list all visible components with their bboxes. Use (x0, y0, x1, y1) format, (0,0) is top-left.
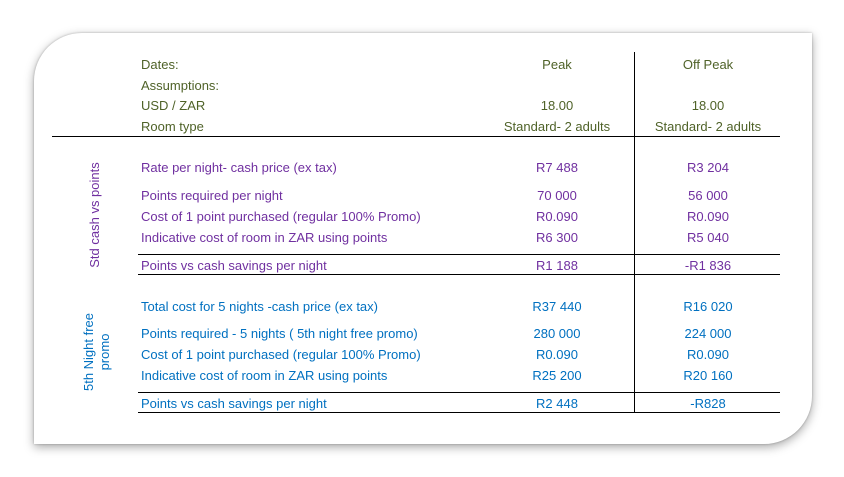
section2-row-label: Indicative cost of room in ZAR using points (141, 368, 388, 383)
section1-savings-label: Points vs cash savings per night (141, 258, 327, 273)
section1-row-off-peak: 56 000 (688, 188, 728, 203)
section2-savings-label: Points vs cash savings per night (141, 396, 327, 411)
section1-row-off-peak: R5 040 (687, 230, 729, 245)
section1-row-label: Indicative cost of room in ZAR using points (141, 230, 388, 245)
header-row-peak-value: 18.00 (540, 98, 574, 113)
section1-savings-off-peak: -R1 836 (684, 258, 732, 273)
section2-side-label (81, 313, 113, 391)
section1-side-label: Std cash vs points (87, 162, 102, 268)
column-header-peak: Peak (542, 57, 572, 72)
section1-row-label: Points required per night (141, 188, 283, 203)
section2-row-label: Points required - 5 nights ( 5th night free promo) (141, 326, 418, 341)
section2-side-label-line1: 5th Night free (81, 312, 96, 392)
header-row-peak-value: Standard- 2 adults (503, 119, 611, 134)
section2-savings-off-peak: -R828 (690, 396, 726, 411)
header-row-off-peak-value: Standard- 2 adults (654, 119, 762, 134)
section2-subtotal-line-bottom (138, 412, 780, 413)
section1-row-label: Rate per night- cash price (ex tax) (141, 160, 337, 175)
section1-subtotal-line-top (138, 254, 780, 255)
header-row-label: Room type (141, 119, 204, 134)
header-row-off-peak-value: 18.00 (691, 98, 725, 113)
section2-row-off-peak: R16 020 (683, 299, 733, 314)
section2-row-off-peak: R0.090 (687, 347, 729, 362)
section2-side-label-line2: promo (97, 333, 112, 371)
section1-row-label: Cost of 1 point purchased (regular 100% Promo) (141, 209, 421, 224)
column-divider (634, 52, 635, 412)
header-row-label: Assumptions: (141, 78, 220, 93)
section2-row-label: Cost of 1 point purchased (regular 100% Promo) (141, 347, 421, 362)
column-header-off-peak: Off Peak (682, 57, 734, 72)
section1-savings-peak: R1 188 (536, 258, 578, 273)
section2-row-off-peak: 224 000 (684, 326, 732, 341)
section2-row-peak: R0.090 (536, 347, 578, 362)
section1-row-peak: R6 300 (536, 230, 578, 245)
section1-row-peak: R0.090 (536, 209, 578, 224)
header-row-label: Dates: (141, 57, 179, 72)
section2-row-off-peak: R20 160 (683, 368, 733, 383)
section1-row-peak: R7 488 (536, 160, 578, 175)
section1-row-off-peak: R0.090 (687, 209, 729, 224)
section2-row-label: Total cost for 5 nights -cash price (ex tax) (141, 299, 378, 314)
section1-subtotal-line-bottom (138, 274, 780, 275)
section2-row-peak: 280 000 (533, 326, 581, 341)
header-row-label: USD / ZAR (141, 98, 206, 113)
section1-row-off-peak: R3 204 (687, 160, 729, 175)
section1-row-peak: 70 000 (537, 188, 577, 203)
section2-subtotal-line-top (138, 392, 780, 393)
section2-row-peak: R25 200 (532, 368, 582, 383)
header-divider (52, 136, 780, 137)
section2-row-peak: R37 440 (532, 299, 582, 314)
section2-savings-peak: R2 448 (536, 396, 578, 411)
